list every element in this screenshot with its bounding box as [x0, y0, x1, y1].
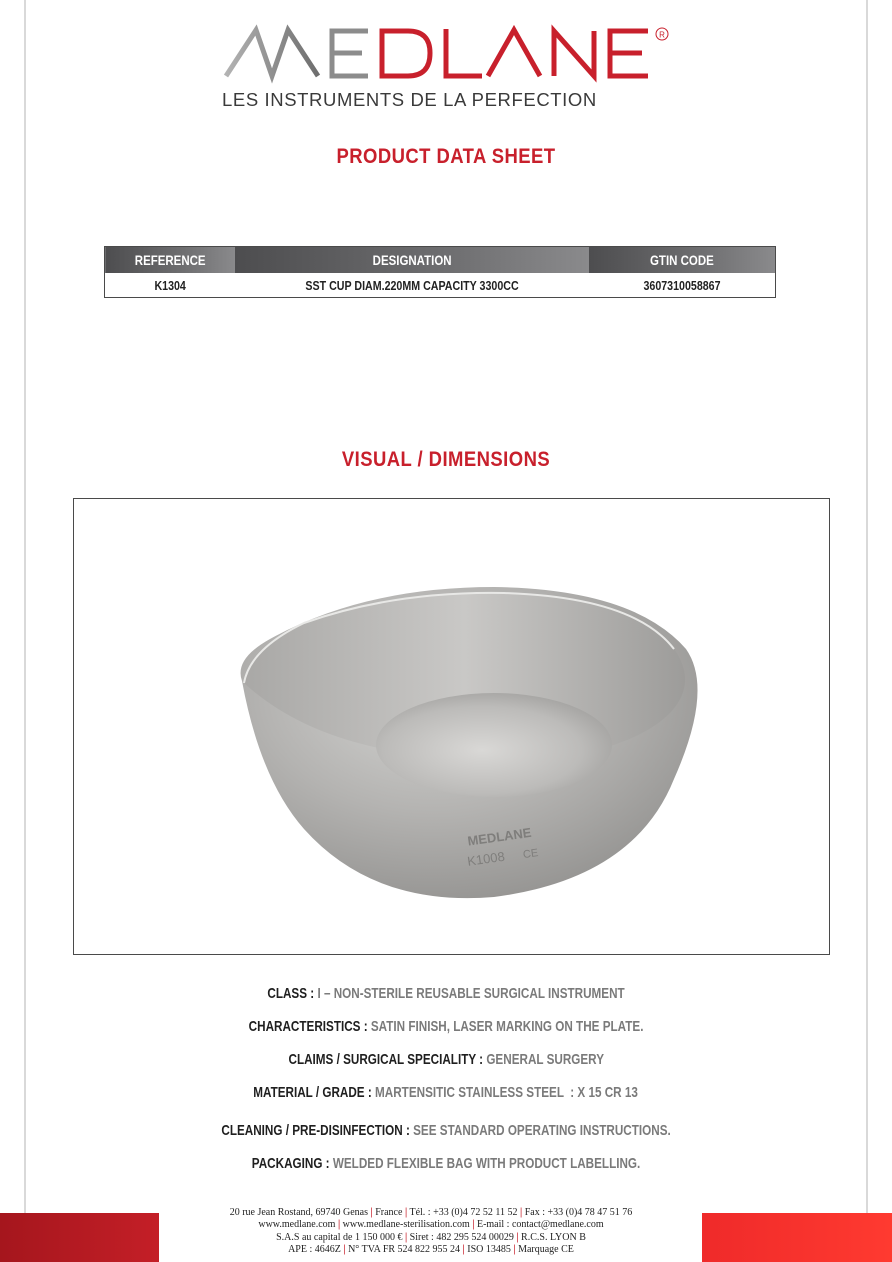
header-reference: REFERENCE [105, 247, 235, 274]
visual-title: VISUAL / DIMENSIONS [341, 448, 551, 471]
table-header-row [105, 247, 776, 274]
footer-bar-left [0, 1213, 159, 1262]
cell-gtin: 3607310058867 [643, 277, 721, 293]
footer-contact [160, 1207, 702, 1257]
website-link[interactable]: www.medlane.com [258, 1219, 336, 1231]
spec-class: CLASS : I – NON-STERILE REUSABLE SURGICAL INSTRUMENT [267, 985, 625, 1002]
table-row [105, 273, 776, 298]
engraving-code: K1008 [466, 848, 506, 869]
header-designation: DESIGNATION [235, 247, 589, 274]
email-link[interactable]: E-mail : contact@medlane.com [476, 1219, 604, 1231]
spec-material: MATERIAL / GRADE : MARTENSITIC STAINLESS STEEL : X 15 CR 13 [253, 1084, 639, 1101]
spec-characteristics: CHARACTERISTICS : SATIN FINISH, LASER MARKING ON THE PLATE. [248, 1018, 644, 1035]
footer-line-2: www.medlane.com | www.medlane-sterilisation.com | E-mail : contact@medlane.com [258, 1219, 604, 1231]
header-gtin: GTIN CODE [589, 247, 776, 274]
tagline: LES INSTRUMENTS DE LA PERFECTION [222, 89, 597, 110]
footer-line-1: 20 rue Jean Rostand, 69740 Genas | France | Tél. : +33 (0)4 72 52 11 52 | Fax : +33 (0)4 78 47 51 76 [229, 1207, 633, 1218]
spec-packaging: PACKAGING : WELDED FLEXIBLE BAG WITH PRODUCT LABELLING. [251, 1155, 641, 1172]
cell-reference: K1304 [154, 277, 186, 293]
bowl-image [74, 499, 831, 956]
product-table [104, 246, 776, 298]
engraving-brand: MEDLANE [466, 824, 533, 849]
registered-mark: R [659, 30, 665, 40]
cell-designation: SST CUP DIAM.220MM CAPACITY 3300CC [305, 277, 519, 293]
page-title: PRODUCT DATA SHEET [336, 145, 556, 168]
footer-bar-right [702, 1213, 892, 1262]
spec-cleaning: CLEANING / PRE-DISINFECTION : SEE STANDARD OPERATING INSTRUCTIONS. [221, 1122, 671, 1139]
footer-line-4: APE : 4646Z | N° TVA FR 524 822 955 24 | ISO 13485 | Marquage CE [288, 1244, 574, 1256]
sterilisation-website-link[interactable]: www.medlane-sterilisation.com [342, 1219, 470, 1231]
engraving-ce: CE [522, 847, 540, 862]
product-visual [73, 498, 830, 955]
footer-line-3: S.A.S au capital de 1 150 000 € | Siret : 482 295 524 00029 | R.C.S. LYON B [276, 1231, 586, 1243]
spec-claims: CLAIMS / SURGICAL SPECIALITY : GENERAL SURGERY [288, 1051, 604, 1068]
